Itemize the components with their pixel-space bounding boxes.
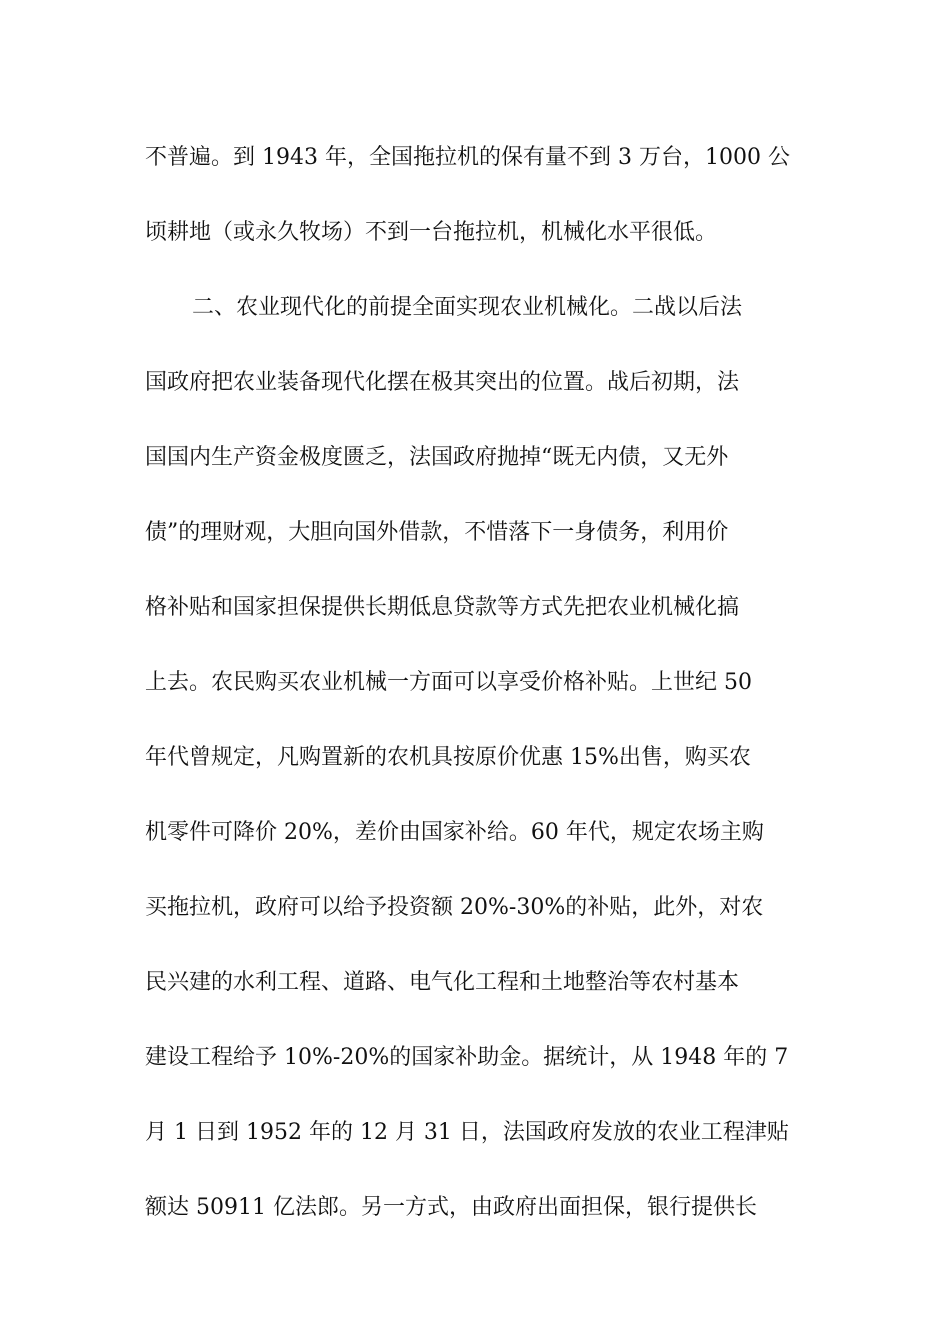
text-line-14: 月 1 日到 1952 年的 12 月 31 日，法国政府发放的农业工程津贴 [145, 1120, 789, 1145]
text-line-8: 上去。农民购买农业机械一方面可以享受价格补贴。上世纪 50 [145, 670, 752, 695]
text-line-6: 债”的理财观，大胆向国外借款，不惜落下一身债务，利用价 [145, 520, 729, 545]
text-line-12: 民兴建的水利工程、道路、电气化工程和土地整治等农村基本 [145, 970, 740, 995]
text-line-15: 额达 50911 亿法郎。另一方式，由政府出面担保，银行提供长 [145, 1195, 757, 1220]
text-line-7: 格补贴和国家担保提供长期低息贷款等方式先把农业机械化搞 [145, 595, 740, 620]
body-text [145, 135, 810, 1260]
text-line-4: 国政府把农业装备现代化摆在极其突出的位置。战后初期，法 [145, 370, 740, 395]
text-line-9: 年代曾规定，凡购置新的农机具按原价优惠 15%出售，购买农 [145, 745, 751, 770]
text-line-2: 顷耕地（或永久牧场）不到一台拖拉机，机械化水平很低。 [145, 220, 718, 245]
text-line-1: 不普遍。到 1943 年，全国拖拉机的保有量不到 3 万台，1000 公 [145, 145, 790, 170]
text-line-10: 机零件可降价 20%，差价由国家补给。60 年代，规定农场主购 [145, 820, 764, 845]
text-line-13: 建设工程给予 10%-20%的国家补助金。据统计，从 1948 年的 7 [145, 1045, 789, 1070]
paragraph-start-line: 二、农业现代化的前提全面实现农业机械化。二战以后法 [192, 295, 743, 320]
text-line-5: 国国内生产资金极度匮乏，法国政府抛掉“既无内债，又无外 [145, 445, 729, 470]
text-line-11: 买拖拉机，政府可以给予投资额 20%-30%的补贴，此外，对农 [145, 895, 764, 920]
